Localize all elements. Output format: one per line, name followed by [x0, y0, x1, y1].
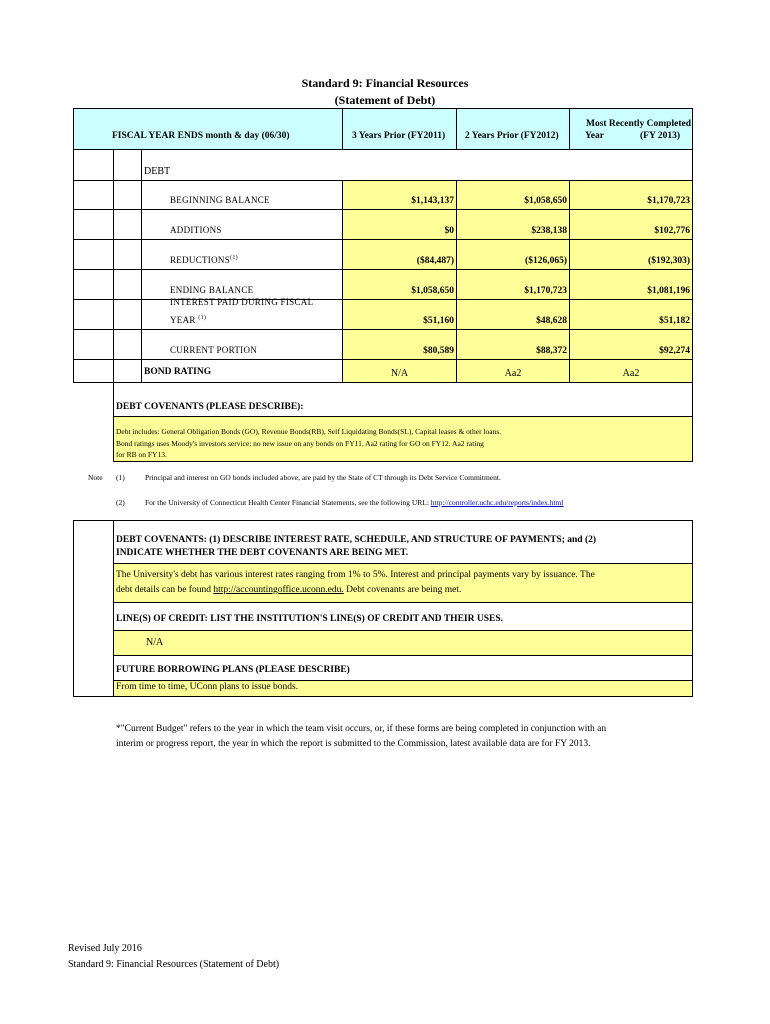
debt-covenants-box: [114, 417, 692, 461]
credit-box: [114, 631, 692, 655]
col-header-fy2013-fy: (FY 2013): [640, 131, 681, 141]
col-header-fy2013-line1: Most Recently Completed: [585, 119, 691, 129]
covenants-text-line1: Debt includes: General Obligation Bonds (GO), Revenue Bonds(RB), Self Liquidating Bonds(SL), Capital leases & other loans.: [116, 427, 502, 436]
interest-paid-fy2012: $48,628: [536, 316, 567, 326]
reductions-fy2011: ($84,487): [416, 256, 454, 266]
page-title: Standard 9: Financial Resources: [301, 76, 469, 90]
ending-balance-fy2011: $1,058,650: [411, 286, 454, 296]
reductions-fy2013: ($192,303): [648, 256, 690, 266]
uchc-reports-link[interactable]: http://controller.uchc.edu/reports/index.html: [430, 498, 564, 507]
accounting-office-link[interactable]: http://accountingoffice.uconn.edu.: [213, 585, 344, 595]
debt-label: DEBT: [144, 166, 171, 177]
footer-revised: Revised July 2016: [68, 943, 142, 954]
interest-paid-fy2013: $51,182: [659, 316, 690, 326]
section2-header-line1: DEBT COVENANTS: (1) DESCRIBE INTEREST RATE, SCHEDULE, AND STRUCTURE OF PAYMENTS; and (2): [116, 535, 597, 545]
future-borrowing-header: FUTURE BORROWING PLANS (PLEASE DESCRIBE): [116, 665, 350, 675]
current-portion-fy2012: $88,372: [536, 346, 567, 356]
col-header-fy2012: 2 Years Prior (FY2012): [465, 131, 559, 141]
bond-rating-fy2013: Aa2: [622, 368, 640, 379]
credit-text: N/A: [146, 637, 164, 648]
interest-text-line2-b: Debt covenants are being met.: [343, 585, 462, 595]
row-label-ending-balance: ENDING BALANCE: [170, 285, 254, 295]
covenants-text-line2: Bond ratings uses Moody's investors service: no new issue on any bonds on FY11. Aa2 rating for GO on FY12. Aa2 rating: [116, 439, 484, 448]
col-header-fy2013-year: Year: [585, 131, 604, 141]
beginning-balance-fy2013: $1,170,723: [647, 196, 690, 206]
fiscal-year-label: FISCAL YEAR ENDS month & day (06/30): [112, 131, 290, 141]
reductions-fy2012: ($126,065): [525, 256, 567, 266]
future-borrowing-text: From time to time, UConn plans to issue bonds.: [116, 682, 299, 692]
note-1-number: (1): [116, 473, 125, 482]
bond-rating-fy2012: Aa2: [504, 368, 522, 379]
footnote-line1: *"Current Budget" refers to the year in which the team visit occurs, or, if these forms are being completed in conjunction with an: [116, 724, 607, 734]
note-2-text: For the University of Connecticut Health Center Financial Statements, see the following URL:: [145, 498, 429, 507]
footer-title: Standard 9: Financial Resources (Statement of Debt): [68, 959, 280, 970]
note-label: Note: [88, 473, 103, 482]
ending-balance-fy2012: $1,170,723: [524, 286, 567, 296]
credit-header: LINE(S) OF CREDIT: LIST THE INSTITUTION'S LINE(S) OF CREDIT AND THEIR USES.: [116, 614, 503, 624]
interest-text-line1: The University's debt has various interest rates ranging from 1% to 5%. Interest and principal payments vary by issuance. The: [116, 570, 595, 580]
row-label-interest-paid: [170, 315, 206, 325]
current-portion-fy2013: $92,274: [659, 346, 690, 356]
interest-text-line2: [116, 585, 461, 595]
debt-covenants-header: DEBT COVENANTS (PLEASE DESCRIBE):: [116, 402, 304, 412]
note-1-text: Principal and interest on GO bonds included above, are paid by the State of CT through its Debt Service Commitment.: [145, 473, 501, 482]
row-label-interest-paid-line1: INTEREST PAID DURING FISCAL: [170, 297, 314, 307]
beginning-balance-fy2011: $1,143,137: [411, 196, 454, 206]
footnote-line2: interim or progress report, the year in which the report is submitted to the Commission, latest available data are for FY 2013.: [116, 739, 591, 749]
row-label-current-portion: CURRENT PORTION: [170, 345, 258, 355]
additions-fy2012: $238,138: [531, 226, 567, 236]
covenants-text-line3: for RB on FY13.: [116, 450, 167, 459]
section2-header-line2: INDICATE WHETHER THE DEBT COVENANTS ARE BEING MET.: [116, 548, 409, 558]
bond-rating-label: BOND RATING: [144, 367, 212, 377]
row-label-reductions: [170, 255, 238, 265]
interest-text-line2-a: debt details can be found: [116, 585, 211, 595]
interest-paid-label-text: YEAR: [170, 315, 196, 325]
row-label-beginning-balance: BEGINNING BALANCE: [170, 195, 270, 205]
interest-paid-fy2011: $51,160: [423, 316, 454, 326]
header-row: [73, 108, 693, 150]
current-portion-fy2011: $80,589: [423, 346, 454, 356]
interest-paid-superscript: (1): [198, 315, 207, 321]
row-label-additions: ADDITIONS: [170, 225, 222, 235]
note-2-number: (2): [116, 498, 125, 507]
additions-fy2011: $0: [444, 226, 454, 236]
reductions-label-text: REDUCTIONS: [170, 255, 231, 265]
page-subtitle: (Statement of Debt): [334, 93, 436, 107]
ending-balance-fy2013: $1,081,196: [647, 286, 690, 296]
reductions-superscript: (1): [230, 255, 238, 261]
additions-fy2013: $102,776: [654, 226, 690, 236]
future-borrowing-box: [114, 681, 692, 696]
interest-rate-box: [114, 564, 692, 602]
note-2: [145, 497, 563, 508]
col-header-fy2011: 3 Years Prior (FY2011): [352, 131, 446, 141]
beginning-balance-fy2012: $1,058,650: [524, 196, 567, 206]
bond-rating-fy2011: N/A: [390, 368, 409, 379]
